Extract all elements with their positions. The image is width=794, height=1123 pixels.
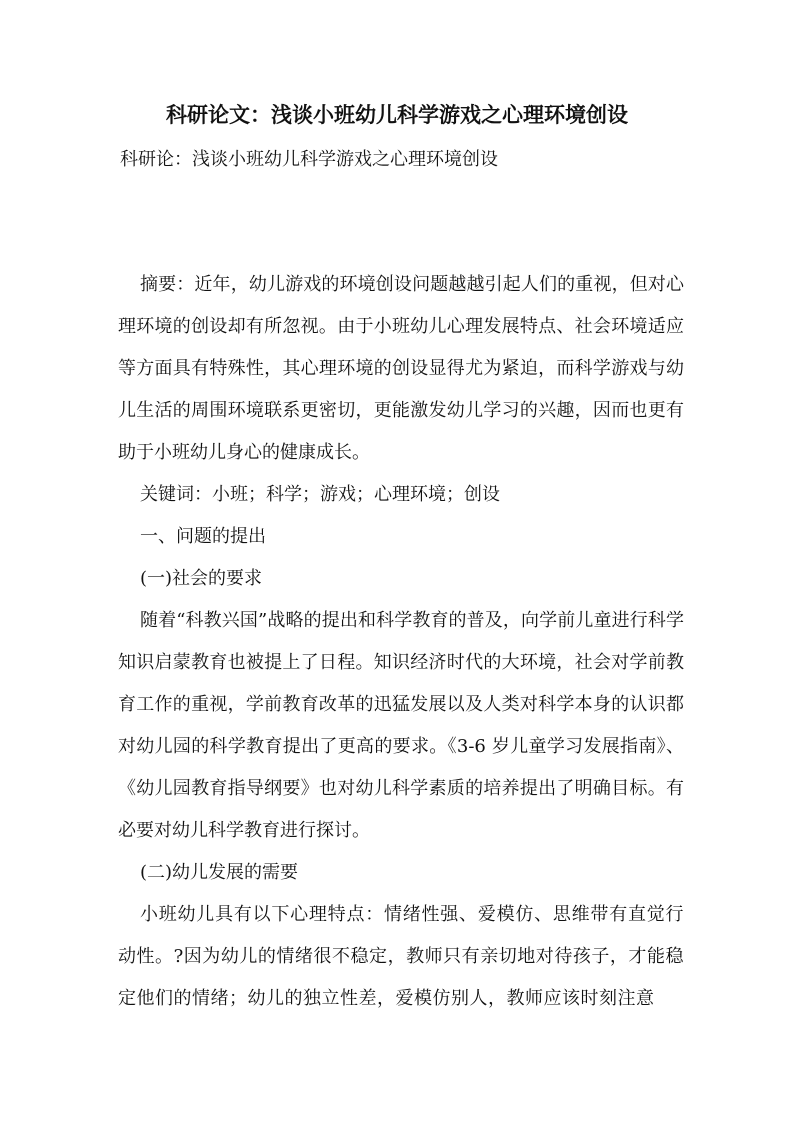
section-heading: 一、问题的提出 (140, 526, 266, 547)
abstract-paragraph: 摘要：近年，幼儿游戏的环境创设问题越越引起人们的重视，但对心理环境的创设却有所忽视。由于小班幼儿心理发展特点、社会环境适应等方面具有特殊性，其心理环境的创设显得尤为紧迫，而科学游戏与幼儿生活的周围环境联系更密切，更能激发幼儿学习的兴趣，因而也更有助于小班幼儿身心的健康成长。 (118, 274, 684, 463)
subsection-heading: (一)社会的要求 (140, 568, 263, 589)
keywords-paragraph: 关键词：小班；科学；游戏；心理环境；创设 (140, 484, 500, 505)
body-paragraph: 随着“科教兴国”战略的提出和科学教育的普及，向学前儿童进行科学知识启蒙教育也被提上了日程。知识经济时代的大环境，社会对学前教育工作的重视，学前教育改革的迅猛发展以及人类对科学本身的认识都对幼儿园的科学教育提出了更高的要求。《3-6 岁儿童学习发展指南》、《幼儿园教育指导纲要》也对幼儿科学素质的培养提出了明确目标。有必要对幼儿科学教育进行探讨。 (118, 610, 684, 841)
document-body (118, 264, 684, 1020)
subsection-heading: (二)幼儿发展的需要 (140, 862, 299, 883)
body-paragraph: 小班幼儿具有以下心理特点：情绪性强、爱模仿、思维带有直觉行动性。?因为幼儿的情绪很不稳定，教师只有亲切地对待孩子，才能稳定他们的情绪；幼儿的独立性差，爱模仿别人，教师应该时刻注意 (118, 904, 684, 1009)
document-title: 科研论文：浅谈小班幼儿科学游戏之心理环境创设 (166, 102, 628, 127)
document-subtitle: 科研论：浅谈小班幼儿科学游戏之心理环境创设 (120, 149, 498, 170)
